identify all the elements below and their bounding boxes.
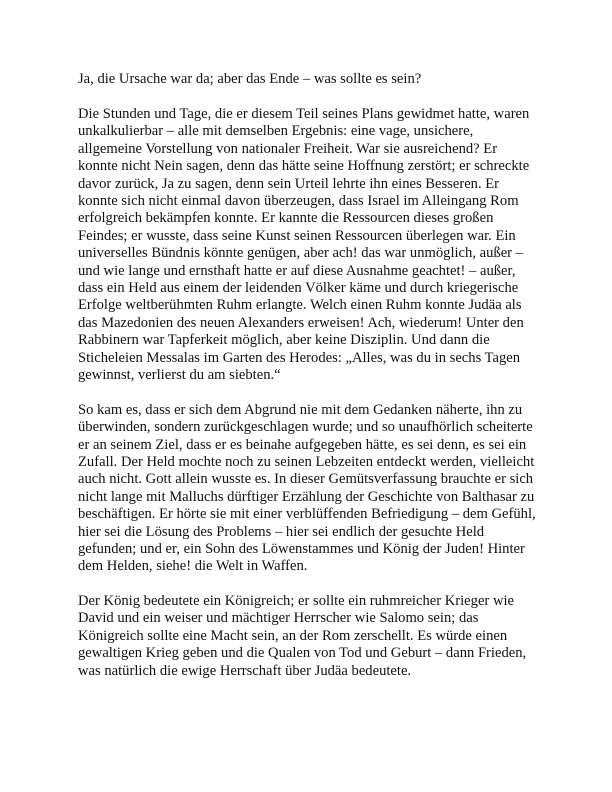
paragraph-4: Der König bedeutete ein Königreich; er sollte ein ruhmreicher Krieger wie David und ein weiser und mächtiger Herrscher wie Salomo sein; das Königreich sollte eine Macht sein, an der Rom zerschellt. Es würde einen gewaltigen Krieg geben und die Qualen von Tod und Geburt – dann Frieden, was natürlich die ewige Herrschaft über Judäa bedeutete.: [78, 592, 527, 679]
paragraph-3: So kam es, dass er sich dem Abgrund nie mit dem Gedanken näherte, ihn zu überwinden, sondern zurückgeschlagen wurde; und so unaufhörlich scheiterte er an seinem Ziel, dass er es beinahe aufgegeben hätte, es sei denn, es sei ein Zufall. Der Held mochte noch zu seinen Lebzeiten entdeckt werden, vielleicht auch nicht. Gott allein wusste es. In dieser Gemütsverfassung brauchte er sich nicht lange mit Malluchs dürftiger Erzählung der Geschichte von Balthasar zu beschäftigen. Er hörte sie mit einer verblüffenden Befriedigung – dem Gefühl, hier sei die Lösung des Problems – hier sei endlich der gesuchte Held gefunden; und er, ein Sohn des Löwenstammes und König der Juden! Hinter dem Helden, siehe! die Welt in Waffen.: [78, 401, 536, 575]
paragraph-1: Ja, die Ursache war da; aber das Ende – was sollte es sein?: [78, 71, 422, 87]
paragraph-2: Die Stunden und Tage, die er diesem Teil seines Plans gewidmet hatte, waren unkalkulierbar – alle mit demselben Ergebnis: eine vage, unsichere, allgemeine Vorstellung von nationaler Freiheit. War sie ausreichend? Er konnte nicht Nein sagen, denn das hätte seine Hoffnung zerstört; er schreckte davor zurück, Ja zu sagen, denn sein Urteil lehrte ihn eines Besseren. Er konnte sich nicht einmal davon überzeugen, dass Israel im Alleingang Rom erfolgreich bekämpfen konnte. Er kannte die Ressourcen dieses großen Feindes; er wusste, dass seine Kunst seinen Ressourcen überlegen war. Ein universelles Bündnis könnte genügen, aber ach! das war unmöglich, außer – und wie lange und ernsthaft hatte er auf diese Ausnahme geachtet! – außer, dass ein Held aus einem der leidenden Völker käme und durch kriegerische Erfolge weltberühmten Ruhm erlangte. Welch einen Ruhm konnte Judäa als das Mazedonien des neuen Alexanders erweisen! Ach, wiederum! Unter den Rabbinern war Tapferkeit möglich, aber keine Disziplin. Und dann die Sticheleien Messalas im Garten des Herodes: „Alles, was du in sechs Tagen gewinnst, verlierst du am siebten.“: [78, 106, 530, 384]
document-body: [78, 71, 540, 697]
